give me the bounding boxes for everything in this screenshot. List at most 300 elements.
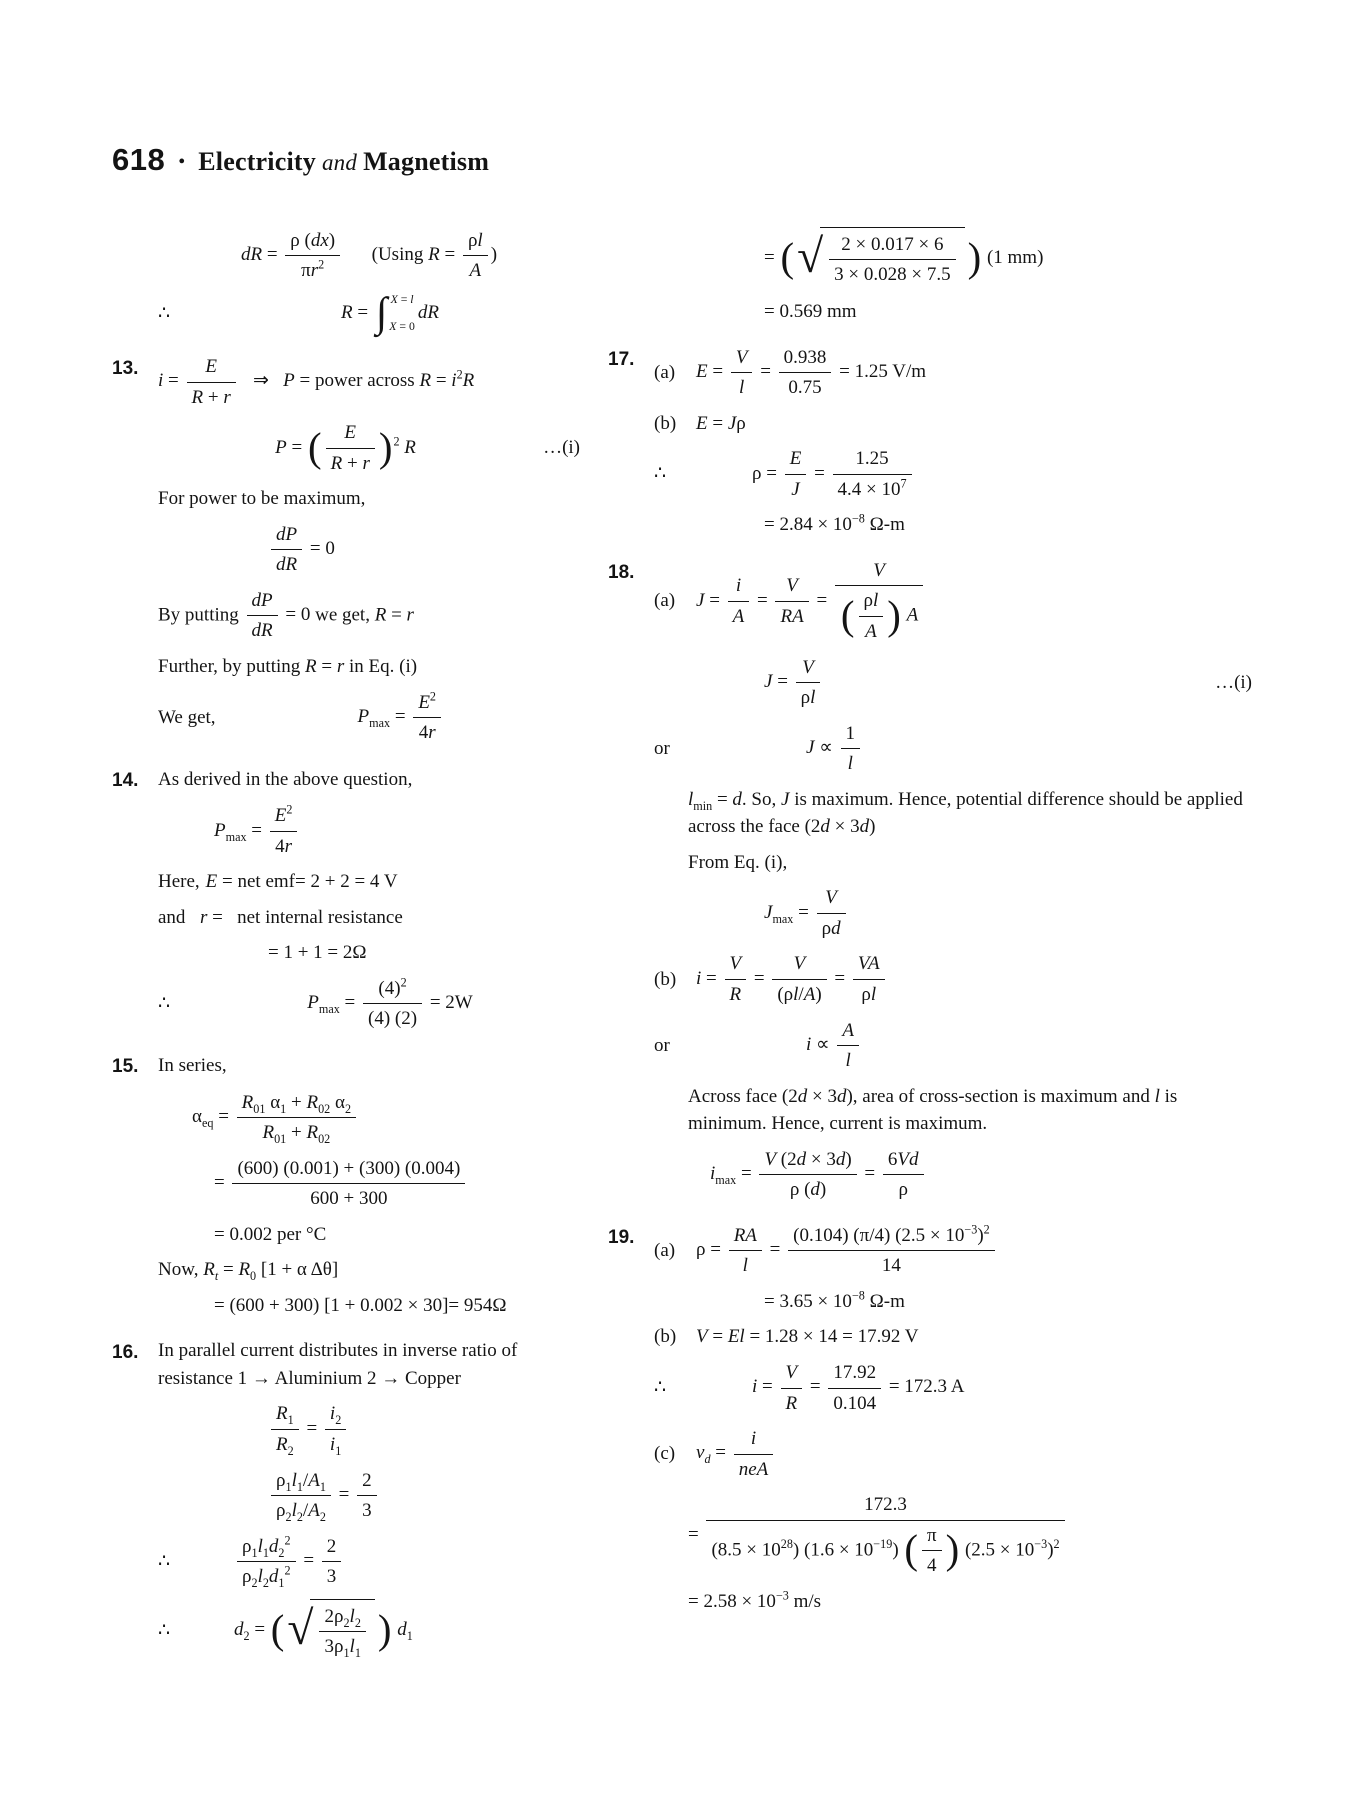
math-variable: r <box>200 906 208 928</box>
prose-text: So, <box>746 788 781 810</box>
lead-word: Here, <box>158 871 200 893</box>
fraction-denominator <box>785 475 807 504</box>
row-content <box>158 1256 580 1284</box>
solution-row <box>608 511 1252 539</box>
fraction <box>322 1533 342 1591</box>
math-variable: E <box>696 412 708 434</box>
problem-number: 16. <box>112 1342 139 1364</box>
row-content <box>654 1491 1252 1580</box>
solution-row <box>608 849 1252 877</box>
number-spacer <box>112 485 158 487</box>
math-variable: J <box>696 589 705 611</box>
prose-text: ) <box>869 816 876 838</box>
math-variable: dx <box>310 229 329 251</box>
row-content <box>158 1292 580 1320</box>
paren-content <box>285 1599 377 1662</box>
fraction <box>271 1400 299 1458</box>
math-variable: J <box>781 788 790 810</box>
math-variable: r <box>406 604 414 626</box>
number-spacer <box>112 653 158 655</box>
fraction <box>829 231 955 289</box>
fraction <box>725 950 747 1008</box>
fraction-denominator: 4r <box>275 835 293 857</box>
solution-row <box>112 1089 580 1147</box>
fraction-denominator <box>271 1430 299 1459</box>
subscript: 1 <box>319 1479 326 1494</box>
superscript: 2 <box>983 1222 990 1237</box>
equation-number-tag: …(i) <box>1215 671 1252 693</box>
fraction-denominator: 3 <box>362 1500 372 1522</box>
fraction-numerator <box>270 802 298 832</box>
number-spacer <box>608 298 654 300</box>
fraction <box>859 587 884 645</box>
fraction-numerator: 0.938 <box>779 344 832 374</box>
superscript: 2 <box>429 689 436 704</box>
number-spacer <box>608 511 654 513</box>
fraction <box>785 445 807 503</box>
roman-text: V <box>383 871 398 893</box>
subscript <box>693 798 712 812</box>
solution-row <box>112 689 580 747</box>
page-number: 618 <box>112 142 166 177</box>
math-variable: A <box>906 604 919 626</box>
subscript: 1 <box>280 1101 287 1116</box>
fraction-numerator <box>325 1400 346 1430</box>
row-content <box>158 939 580 967</box>
roman-text: max <box>772 911 794 926</box>
solution-row <box>608 445 1252 503</box>
two-column-layout <box>112 219 1252 1670</box>
superscript: 2 <box>318 258 325 273</box>
subscript <box>772 912 793 926</box>
superscript: −19 <box>873 1536 893 1551</box>
solution-row <box>608 950 1252 1008</box>
row-content <box>654 227 1252 290</box>
math-variable: l <box>1154 1085 1160 1107</box>
fraction-denominator: $4.4 \times 10^7$ <box>837 476 907 500</box>
math-expression: E = net emf= 2 + 2 = 4 V <box>205 871 398 893</box>
math-variable: l <box>688 788 694 810</box>
fraction-denominator <box>781 1389 803 1418</box>
fraction-denominator <box>837 1046 859 1075</box>
math-expression: $\frac{dP}{dR}$ = 0 <box>268 538 335 559</box>
subscript: 2 <box>287 1443 294 1458</box>
math-variable: r <box>310 260 319 282</box>
math-variable: El <box>727 1326 745 1348</box>
row-content <box>696 1425 1252 1483</box>
number-spacer <box>112 1599 158 1601</box>
row-content <box>158 521 580 579</box>
number-spacer <box>112 1256 158 1258</box>
subscript <box>202 1116 213 1130</box>
fraction <box>237 1533 296 1591</box>
row-content <box>654 511 1252 539</box>
radical <box>287 1599 375 1662</box>
row-content <box>696 445 1252 503</box>
subscript: 1 <box>285 1479 292 1494</box>
number-spacer <box>112 868 158 870</box>
fraction-numerator: (0.104) (π/4) $(2.5 \times 10^{-3})^2$ <box>788 1222 995 1252</box>
fraction <box>837 1017 859 1075</box>
math-variable: r <box>362 452 370 474</box>
subscript: 1 <box>278 1576 285 1591</box>
fraction-denominator: ρ (d) <box>789 1179 827 1201</box>
fraction-numerator: 6Vd <box>883 1146 924 1176</box>
math-expression: = 1 + 1 = 2Ω <box>268 942 367 964</box>
solution-row <box>112 521 580 579</box>
math-expression: $\frac{R_1}{R_2}$ = $\frac{i_2}{i_1}$ <box>268 1418 349 1439</box>
prose-text: For power to be maximum, <box>158 488 366 510</box>
math-expression: $P_{max}$ = $\frac{E^2}{4r}$ <box>358 706 444 727</box>
number-spacer <box>608 445 654 447</box>
superscript: 28 <box>780 1536 793 1551</box>
fraction <box>326 419 375 477</box>
math-variable: i <box>710 1163 716 1185</box>
subscript <box>226 829 247 843</box>
superscript: 2 <box>284 1563 291 1578</box>
math-variable: d <box>732 788 742 810</box>
problem-start-row <box>112 353 580 411</box>
number-spacer <box>608 227 654 229</box>
math-variable: V <box>793 953 806 975</box>
math-variable: J <box>764 670 773 692</box>
paren-content <box>323 419 378 477</box>
fraction-numerator: $R_{01}$ $\alpha_1 + R_{02}$ $\alpha_2$ <box>237 1089 356 1119</box>
math-expression: J ∝ $\frac{1}{l}$ <box>806 737 863 758</box>
fraction <box>817 884 846 942</box>
row-content <box>654 298 1252 326</box>
lead-word: or <box>654 1034 670 1056</box>
fraction-numerator: V (2d × 3d) <box>759 1146 856 1176</box>
math-variable: l <box>810 687 816 709</box>
chapter-title-rest: Magnetism <box>363 147 490 176</box>
row-content <box>654 786 1252 841</box>
subscript: 2 <box>243 1628 250 1643</box>
subscript: 2 <box>296 1509 303 1524</box>
subscript: 1 <box>343 1646 350 1661</box>
math-variable: d <box>810 1179 820 1201</box>
solution-row <box>608 1323 1252 1351</box>
fraction <box>788 1222 995 1280</box>
math-expression: $\frac{\rho_1l_1d_2^2}{\rho_2l_2d_1^2}$ = $\frac{2}{3}$ <box>234 1550 344 1571</box>
math-variable: R <box>428 244 440 266</box>
fraction <box>232 1155 465 1213</box>
prose-text: is maximum. Hence, potential difference should be applied across the face ( <box>688 788 1243 838</box>
math-variable: v <box>696 1442 705 1464</box>
math-variable: t <box>214 1269 219 1284</box>
row-content <box>158 419 533 477</box>
fraction <box>325 1400 346 1458</box>
roman-text: -m <box>883 1290 905 1312</box>
fraction <box>734 1425 774 1483</box>
math-expression: P = ( $\frac{E}{R + r}$ ) $^2$ R <box>275 437 416 458</box>
subscript: 1 <box>406 1628 413 1643</box>
problem-number: 13. <box>112 358 139 380</box>
superscript: 2 <box>1053 1536 1060 1551</box>
math-variable: dP <box>251 589 273 611</box>
fraction <box>828 1359 881 1417</box>
math-variable: i <box>158 370 164 392</box>
number-spacer <box>112 1221 158 1223</box>
number-spacer <box>112 1292 158 1294</box>
fraction <box>728 572 750 630</box>
math-variable: d <box>268 1566 279 1588</box>
fraction <box>285 227 340 285</box>
fraction-denominator: (ρl/A) <box>777 983 822 1005</box>
fraction <box>363 975 422 1033</box>
math-variable: l <box>349 1636 355 1658</box>
row-content <box>158 1467 580 1525</box>
math-expression: $P_{max}$ = $\frac{(4)^2}{(4) (2)}$ = 2W <box>307 992 472 1013</box>
math-variable: d <box>704 1452 711 1467</box>
math-variable: P <box>214 819 226 841</box>
upper-limit: X = l <box>390 293 414 307</box>
radical-sign-icon: √ <box>797 230 824 283</box>
prose-text: ), area of cross-section is maximum and <box>846 1085 1155 1107</box>
close-paren: ) <box>377 1606 392 1652</box>
row-content <box>654 1083 1252 1138</box>
number-spacer <box>608 1425 654 1427</box>
subscript: 2 <box>344 1101 352 1116</box>
fraction-numerator: 2 <box>322 1533 342 1563</box>
prose-text: In parallel current distributes in inverse ratio of resistance 1 → Aluminium 2 → Copper <box>158 1340 518 1389</box>
open-paren: ( <box>270 1606 285 1652</box>
fraction <box>772 950 826 1008</box>
fraction-denominator: $\pi r^2$ <box>301 258 325 282</box>
math-variable: neA <box>738 1458 769 1480</box>
math-variable: l <box>845 1050 851 1072</box>
solution-row <box>608 786 1252 841</box>
fraction-numerator <box>781 1359 803 1389</box>
radicand <box>820 227 964 290</box>
left-column <box>112 219 580 1670</box>
math-variable: r <box>336 656 345 677</box>
math-variable: A <box>469 260 482 282</box>
math-expression: $l_{min} = d$. <box>688 788 747 813</box>
open-paren: ( <box>780 235 795 281</box>
math-variable: V <box>696 1326 708 1348</box>
fraction-denominator <box>859 617 884 646</box>
solution-row <box>608 884 1252 942</box>
fraction-numerator: ρl <box>859 587 884 617</box>
math-variable: E <box>696 360 708 382</box>
lower-limit: X = 0 <box>389 320 415 334</box>
math-variable: J <box>727 412 737 434</box>
fraction-numerator <box>731 344 753 374</box>
fraction <box>759 1146 856 1204</box>
math-variable: d <box>796 1148 807 1170</box>
fraction-denominator <box>734 1455 774 1484</box>
problem-number: 17. <box>608 348 635 370</box>
math-variable: A <box>865 620 877 642</box>
lead-word: or <box>654 737 670 759</box>
fraction-denominator: 4r <box>418 722 436 744</box>
math-variable: d <box>831 917 841 939</box>
math-variable: R <box>341 302 353 324</box>
fraction-numerator <box>734 1425 774 1455</box>
math-expression: $\frac{\rho_1l_1/A_1}{\rho_2l_2/A_2}$ = $\frac{2}{3}$ <box>268 1484 380 1505</box>
fraction-numerator <box>728 572 750 602</box>
fraction <box>835 557 923 646</box>
math-expression: dR = $\frac{\rho (dx)}{\pi r^2}$ (Using R = $\frac{\rho l}{A}$ ) <box>241 244 497 265</box>
number-spacer <box>608 1017 654 1019</box>
fraction <box>237 1089 356 1147</box>
page-header <box>112 138 1252 183</box>
math-variable: P <box>307 992 319 1014</box>
math-expression: E = $\frac{V}{l}$ = $\frac{0.938}{0.75}$ = 1.25 V/m <box>696 361 926 382</box>
math-variable: l <box>291 1469 297 1491</box>
fraction <box>922 1522 942 1580</box>
fraction-denominator: 0.75 <box>788 377 822 399</box>
math-variable: d <box>820 816 830 838</box>
fraction-denominator: 14 <box>881 1255 901 1277</box>
solution-row <box>608 1588 1252 1616</box>
superscript: 2 <box>456 368 463 383</box>
math-variable: l <box>257 1535 263 1557</box>
math-variable: l <box>291 1500 297 1522</box>
math-variable: l <box>847 753 853 775</box>
math-variable: E <box>344 422 357 444</box>
row-content <box>696 344 1252 402</box>
roman-text: V <box>904 1326 919 1348</box>
paren-group <box>307 419 393 477</box>
superscript: −3 <box>1034 1536 1048 1551</box>
subscript: 1 <box>354 1646 361 1661</box>
math-variable: l <box>349 1605 355 1627</box>
fraction-numerator: π <box>922 1522 942 1552</box>
fraction-denominator: 3 <box>326 1566 337 1588</box>
solution-row <box>112 1155 580 1213</box>
roman-text: max <box>715 1172 737 1187</box>
row-content <box>654 884 1252 942</box>
math-expression: = ( √ $\frac{2 \times 0.017 \times 6}{3 \times 0.028 \times 7.5}$ ) (1 mm) <box>764 247 1043 268</box>
therefore-symbol: ∴ <box>158 993 171 1015</box>
math-variable: l <box>742 1255 748 1277</box>
number-spacer <box>608 1359 654 1361</box>
math-variable: l <box>257 1566 263 1588</box>
math-variable: E <box>789 448 802 470</box>
math-expression: $v_d$ = $\frac{i}{\text{neA}}$ <box>696 1442 776 1463</box>
number-spacer <box>112 587 158 589</box>
math-variable: X <box>389 320 397 334</box>
number-spacer <box>608 1083 654 1085</box>
row-content <box>654 1146 1252 1204</box>
math-variable: i <box>451 370 457 392</box>
therefore-symbol: ∴ <box>158 1550 171 1572</box>
fraction <box>883 1146 924 1204</box>
fraction-numerator <box>796 654 821 684</box>
superscript: −8 <box>851 511 865 526</box>
subscript <box>704 1452 710 1466</box>
prose-text: By putting <box>158 604 244 626</box>
therefore-symbol: ∴ <box>158 303 171 325</box>
math-variable: J <box>764 901 773 923</box>
math-variable: R <box>785 1392 798 1414</box>
superscript: −8 <box>851 1288 865 1303</box>
math-expression: E = Jρ <box>696 412 746 434</box>
solution-row <box>112 1221 580 1249</box>
integral <box>375 290 415 337</box>
math-variable: E <box>274 805 287 827</box>
number-spacer <box>112 1089 158 1091</box>
number-spacer <box>112 689 158 691</box>
fraction-denominator: 0.104 <box>833 1392 877 1414</box>
row-content <box>158 653 580 681</box>
subscript: 2 <box>285 1509 292 1524</box>
math-variable: i <box>329 1434 336 1456</box>
row-content <box>158 1089 580 1147</box>
number-spacer <box>608 1323 654 1325</box>
math-expression: = $3.65 \times 10^{-8}$ Ω-m <box>764 1288 905 1312</box>
paren-content <box>856 587 887 645</box>
roman-text: mm <box>826 301 857 323</box>
fraction-numerator <box>817 884 846 914</box>
math-expression: = $2.58 \times 10^{-3}$ m/s <box>688 1588 822 1612</box>
row-content <box>696 720 1252 778</box>
roman-text: net internal resistance <box>237 906 403 928</box>
paren-group <box>840 587 902 645</box>
math-variable: dR <box>417 302 439 324</box>
paren-group <box>903 1522 960 1580</box>
fraction <box>853 950 885 1008</box>
math-variable: d <box>234 1618 244 1640</box>
math-expression: R = r <box>305 656 345 677</box>
fraction-numerator: 172.3 <box>706 1491 1064 1521</box>
math-variable: P <box>275 436 287 458</box>
fraction-denominator <box>729 1251 762 1280</box>
solution-row <box>112 904 580 932</box>
math-variable: RA <box>733 1224 757 1246</box>
fraction-denominator <box>463 256 488 285</box>
number-spacer <box>608 1288 654 1290</box>
right-column <box>608 219 1252 1670</box>
math-expression: = 0.569 mm <box>764 301 857 323</box>
roman-text: A <box>950 1376 965 1398</box>
superscript: 2 <box>393 434 400 449</box>
math-variable: dR <box>251 620 273 642</box>
number-spacer <box>608 720 654 722</box>
subscript: 1 <box>296 1479 303 1494</box>
fraction-denominator: (4) (2) <box>368 1008 418 1030</box>
math-variable: i <box>329 1403 336 1425</box>
row-content <box>158 485 580 513</box>
math-expression: $\frac{dP}{dR}$ = 0 <box>244 604 311 625</box>
open-paren: ( <box>840 593 855 639</box>
fraction-numerator: (600) (0.001) + (300) (0.004) <box>232 1155 465 1185</box>
fraction-denominator <box>325 1430 346 1459</box>
fraction-denominator: 600 + 300 <box>310 1188 388 1210</box>
close-paren: ) <box>378 424 393 470</box>
math-variable: R <box>203 1259 215 1281</box>
math-variable: R <box>404 436 416 458</box>
roman-text: per °C <box>276 1223 327 1245</box>
problem-start-row <box>112 765 580 795</box>
problem-number: 15. <box>112 1056 139 1078</box>
solution-row <box>608 298 1252 326</box>
radicand <box>310 1599 374 1662</box>
fraction-numerator <box>853 950 885 980</box>
fraction-numerator: 2 <box>357 1467 377 1497</box>
number-spacer <box>608 786 654 788</box>
number-spacer <box>608 1146 654 1148</box>
math-expression: = (600 + 300) [1 + 0.002 × 30]= 954Ω <box>214 1294 507 1316</box>
row-content <box>696 410 1252 438</box>
close-paren: ) <box>967 235 982 281</box>
math-variable: A <box>308 1500 320 1522</box>
math-variable: P <box>283 370 295 392</box>
math-variable: E <box>418 691 430 713</box>
subscript <box>215 1269 218 1283</box>
